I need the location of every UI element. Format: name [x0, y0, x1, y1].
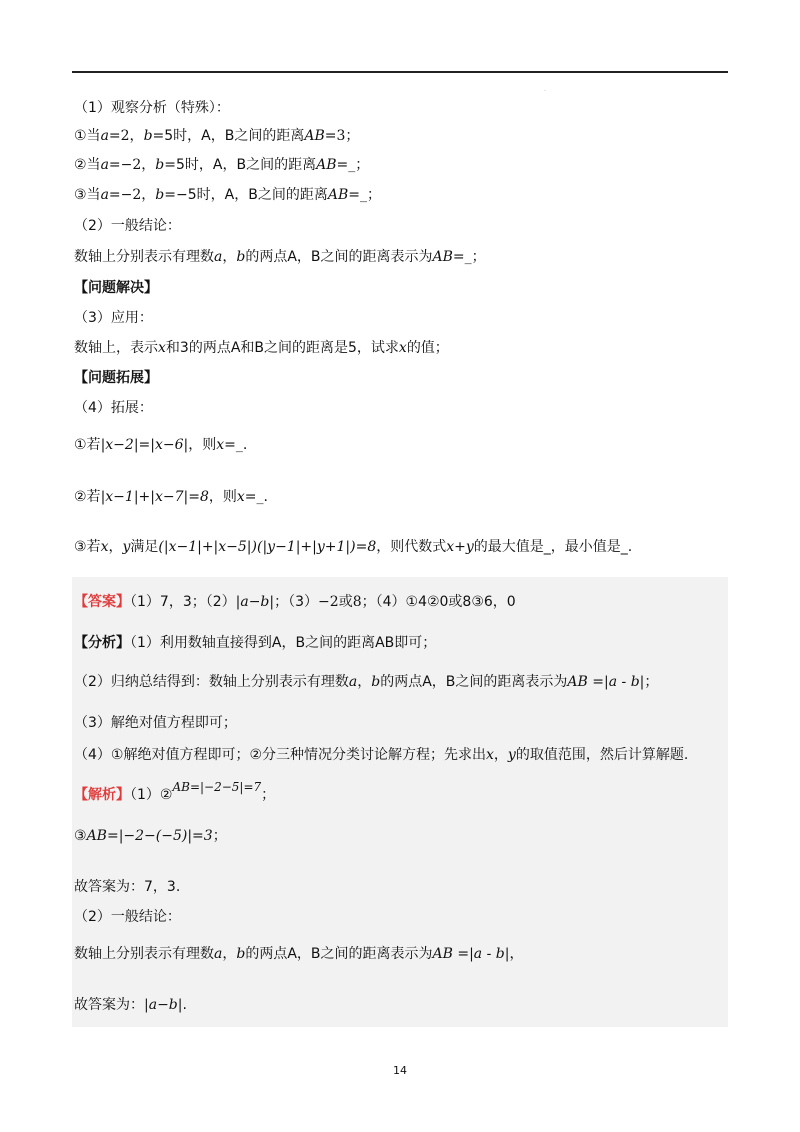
header-dot: .	[544, 86, 546, 93]
solution-line-1: 【解析】（1）②AB=|−2−5|=7；	[74, 780, 276, 803]
solution-line-3: 故答案为：7，3.	[74, 879, 181, 895]
case-1: ①当a=2，b=5时，A，B之间的距离AB=3；	[74, 128, 360, 144]
part1-heading: （1）观察分析（特殊）：	[74, 100, 230, 116]
extension-q1: ①若|x−2|=|x−6|，则x=_.	[74, 437, 248, 453]
analysis-line-2: （2）归纳总结得到：数轴上分别表示有理数a，b的两点A，B之间的距离表示为AB =|a - b|；	[74, 674, 659, 690]
problem-solving-heading: 【问题解决】	[74, 280, 158, 296]
general-conclusion: 数轴上分别表示有理数a，b的两点A，B之间的距离表示为AB=_；	[74, 249, 486, 265]
case-2: ②当a=−2，b=5时，A，B之间的距离AB=_；	[74, 157, 370, 173]
analysis-line-3: （3）解绝对值方程即可；	[74, 715, 237, 731]
solution-line-2: ③AB=|−2−(−5)|=3；	[74, 828, 227, 844]
part2-heading: （2）一般结论：	[74, 218, 181, 234]
part4-heading: （4）拓展：	[74, 400, 153, 416]
solution-line-4: （2）一般结论：	[74, 909, 181, 925]
part3-heading: （3）应用：	[74, 310, 153, 326]
analysis-line-4: （4）①解绝对值方程即可；②分三种情况分类讨论解方程；先求出x，y的取值范围，然后计算解题.	[74, 747, 689, 763]
application-question: 数轴上，表示x和3的两点A和B之间的距离是5，试求x的值；	[74, 340, 449, 356]
solution-line-5: 数轴上分别表示有理数a，b的两点A，B之间的距离表示为AB =|a - b|，	[74, 946, 524, 962]
extension-heading: 【问题拓展】	[74, 370, 158, 386]
case-3: ③当a=−2，b=−5时，A，B之间的距离AB=_；	[74, 187, 381, 203]
extension-q3: ③若x，y满足(|x−1|+|x−5|)(|y−1|+|y+1|)=8，则代数式x+y的最大值是_，最小值是_.	[74, 539, 633, 555]
header-rule	[72, 71, 728, 73]
answer-line: 【答案】（1）7，3；（2）|a−b|；（3）−2或8；（4）①4②0或8③6，0	[74, 594, 516, 610]
solution-line-6: 故答案为：|a−b|.	[74, 997, 187, 1013]
extension-q2: ②若|x−1|+|x−7|=8，则x=_.	[74, 489, 268, 505]
analysis-line-1: 【分析】（1）利用数轴直接得到A，B之间的距离AB即可；	[74, 635, 437, 651]
page-number: 14	[393, 1064, 407, 1077]
